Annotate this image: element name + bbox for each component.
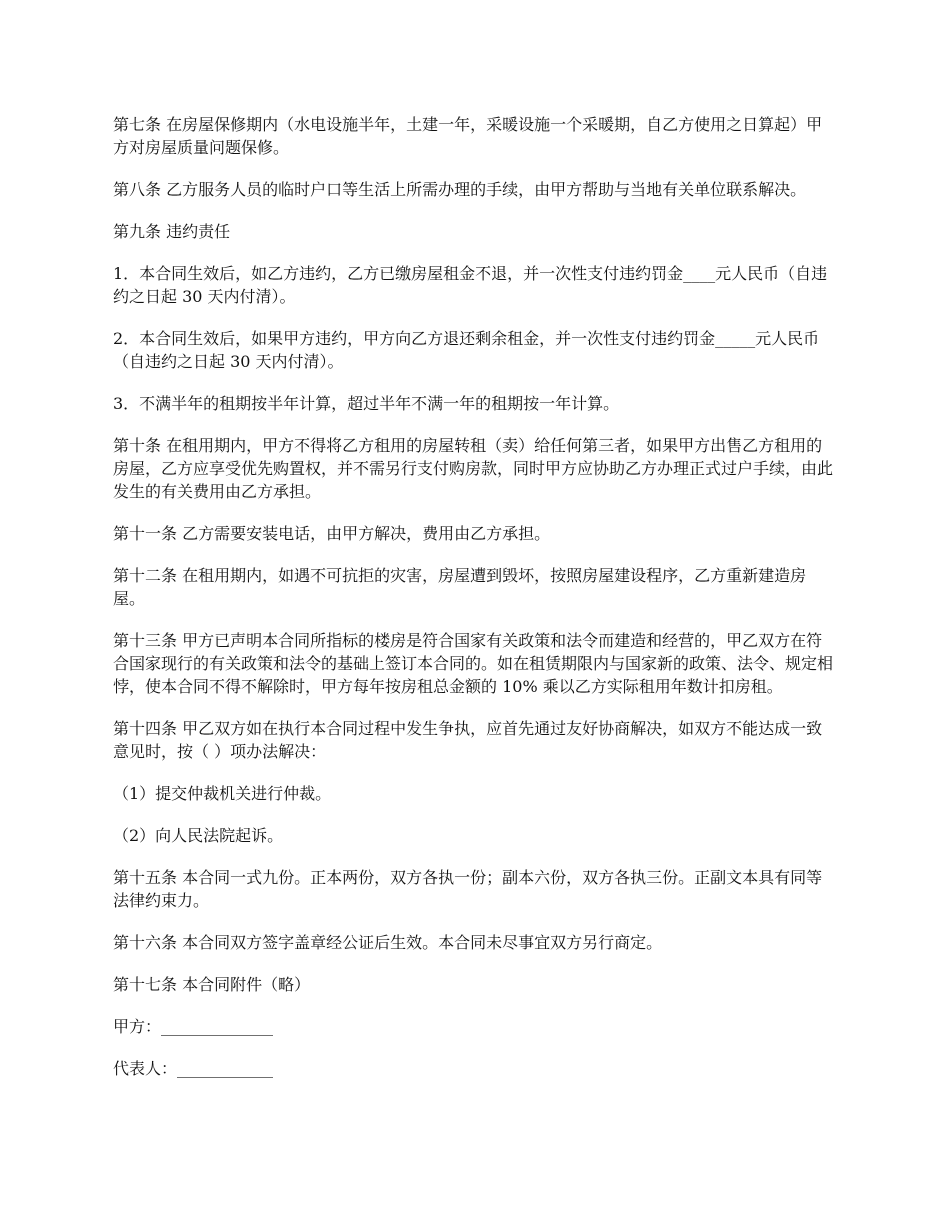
clause-9-item-3: 3．不满半年的租期按半年计算，超过半年不满一年的租期按一年计算。 [113,394,620,413]
clause-14-option-2: （2）向人民法院起诉。 [113,826,284,845]
representative-signature-line: 代表人：____________ [113,1059,274,1078]
clause-15: 第十五条 本合同一式九份。正本两份，双方各执一份；副本六份，双方各执三份。正副文本具有同等法律约束力。 [113,868,823,910]
clause-14: 第十四条 甲乙双方如在执行本合同过程中发生争执，应首先通过友好协商解决，如双方不能达成一致意见时，按（ ）项办法解决： [113,719,823,761]
clause-16: 第十六条 本合同双方签字盖章经公证后生效。本合同未尽事宜双方另行商定。 [113,933,663,952]
clause-14-option-1: （1）提交仲裁机关进行仲裁。 [113,784,332,803]
clause-10: 第十条 在租用期内，甲方不得将乙方租用的房屋转租（卖）给任何第三者，如果甲方出售乙方租用的房屋，乙方应享受优先购置权，并不需另行支付购房款，同时甲方应协助乙方办理正式过户手续，由此发生的有关费用由乙方承担。 [113,436,834,501]
clause-9-heading: 第九条 违约责任 [113,222,231,241]
clause-7: 第七条 在房屋保修期内（水电设施半年，土建一年，采暖设施一个采暖期，自乙方使用之日算起）甲方对房屋质量问题保修。 [113,115,823,157]
clause-9-item-2: 2．本合同生效后，如果甲方违约，甲方向乙方退还剩余租金，并一次性支付违约罚金_____元人民币（自违约之日起 30 天内付清）。 [113,329,820,371]
clause-8: 第八条 乙方服务人员的临时户口等生活上所需办理的手续，由甲方帮助与当地有关单位联系解决。 [113,180,807,199]
clause-17: 第十七条 本合同附件（略） [113,975,311,994]
clause-13: 第十三条 甲方已声明本合同所指标的楼房是符合国家有关政策和法令而建造和经营的，甲乙双方在符合国家现行的有关政策和法令的基础上签订本合同的。如在租赁期限内与国家新的政策、法令、规定相悖，使本合同不得不解除时，甲方每年按房租总金额的 10% 乘以乙方实际租用年数计扣房租。 [113,631,834,696]
party-a-signature-line: 甲方：______________ [113,1017,274,1036]
clause-12: 第十二条 在租用期内，如遇不可抗拒的灾害，房屋遭到毁坏，按照房屋建设程序，乙方重新建造房屋。 [113,566,807,608]
document-body [113,113,833,1099]
clause-11: 第十一条 乙方需要安装电话，由甲方解决，费用由乙方承担。 [113,524,551,543]
clause-9-item-1: 1．本合同生效后，如乙方违约，乙方已缴房屋租金不退，并一次性支付违约罚金____元人民币（自违约之日起 30 天内付清）。 [113,264,828,306]
